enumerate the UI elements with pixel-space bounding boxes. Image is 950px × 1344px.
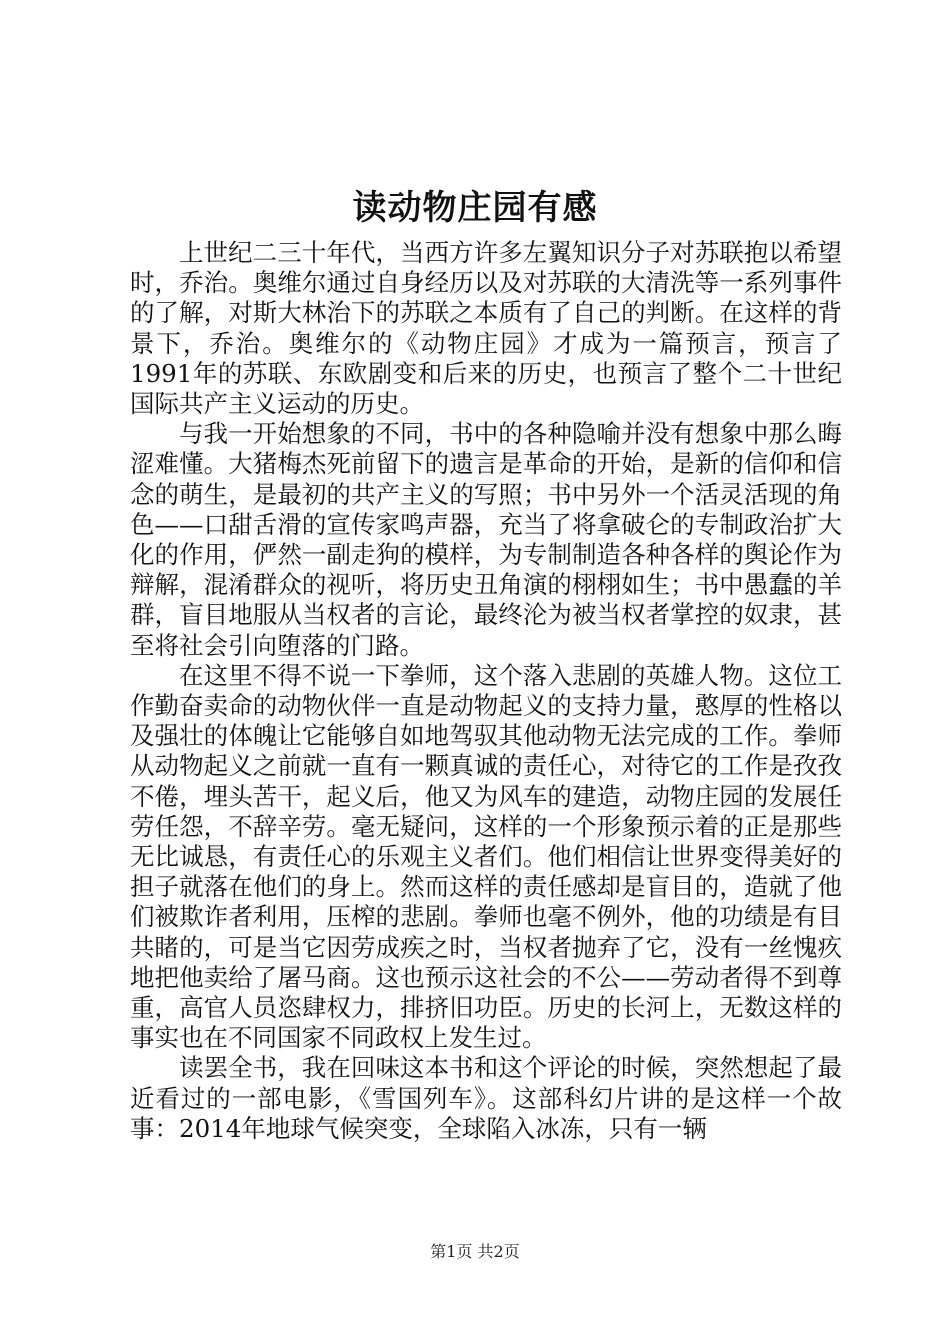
document-body bbox=[130, 238, 842, 1144]
document-title: 读动物庄园有感 bbox=[352, 188, 598, 228]
paragraph: 与我一开始想象的不同，书中的各种隐喻并没有想象中那么晦涩难懂。大猪梅杰死前留下的遗言是革命的开始，是新的信仰和信念的萌生，是最初的共产主义的写照；书中另外一个活灵活现的角色——口甜舌滑的宣传家鸣声器，充当了将拿破仑的专制政治扩大化的作用，俨然一副走狗的模样，为专制制造各种各样的舆论作为辩解，混淆群众的视听，将历史丑角演的栩栩如生；书中愚蠢的羊群，盲目地服从当权者的言论，最终沦为被当权者掌控的奴隶，甚至将社会引向堕落的门路。 bbox=[130, 419, 842, 660]
paragraph: 上世纪二三十年代，当西方许多左翼知识分子对苏联抱以希望时，乔治。奥维尔通过自身经历以及对苏联的大清洗等一系列事件的了解，对斯大林治下的苏联之本质有了自己的判断。在这样的背景下，乔治。奥维尔的《动物庄园》才成为一篇预言，预言了1991年的苏联、东欧剧变和后来的历史，也预言了整个二十世纪国际共产主义运动的历史。 bbox=[130, 238, 842, 419]
page-number-footer: 第1页 共2页 bbox=[430, 1242, 520, 1261]
paragraph: 读罢全书，我在回味这本书和这个评论的时候，突然想起了最近看过的一部电影，《雪国列车》。这部科幻片讲的是这样一个故事：2014年地球气候突变，全球陷入冰冻，只有一辆 bbox=[130, 1053, 842, 1143]
paragraph: 在这里不得不说一下拳师，这个落入悲剧的英雄人物。这位工作勤奋卖命的动物伙伴一直是动物起义的支持力量，憨厚的性格以及强壮的体魄让它能够自如地驾驭其他动物无法完成的工作。拳师从动物起义之前就一直有一颗真诚的责任心，对待它的工作是孜孜不倦，埋头苦干，起义后，他又为风车的建造，动物庄园的发展任劳任怨，不辞辛劳。毫无疑问，这样的一个形象预示着的正是那些无比诚恳，有责任心的乐观主义者们。他们相信让世界变得美好的担子就落在他们的身上。然而这样的责任感却是盲目的，造就了他们被欺诈者利用，压榨的悲剧。拳师也毫不例外，他的功绩是有目共睹的，可是当它因劳成疾之时，当权者抛弃了它，没有一丝愧疚地把他卖给了屠马商。这也预示这社会的不公——劳动者得不到尊重，高官人员恣肆权力，排挤旧功臣。历史的长河上，无数这样的事实也在不同国家不同政权上发生过。 bbox=[130, 660, 842, 1053]
